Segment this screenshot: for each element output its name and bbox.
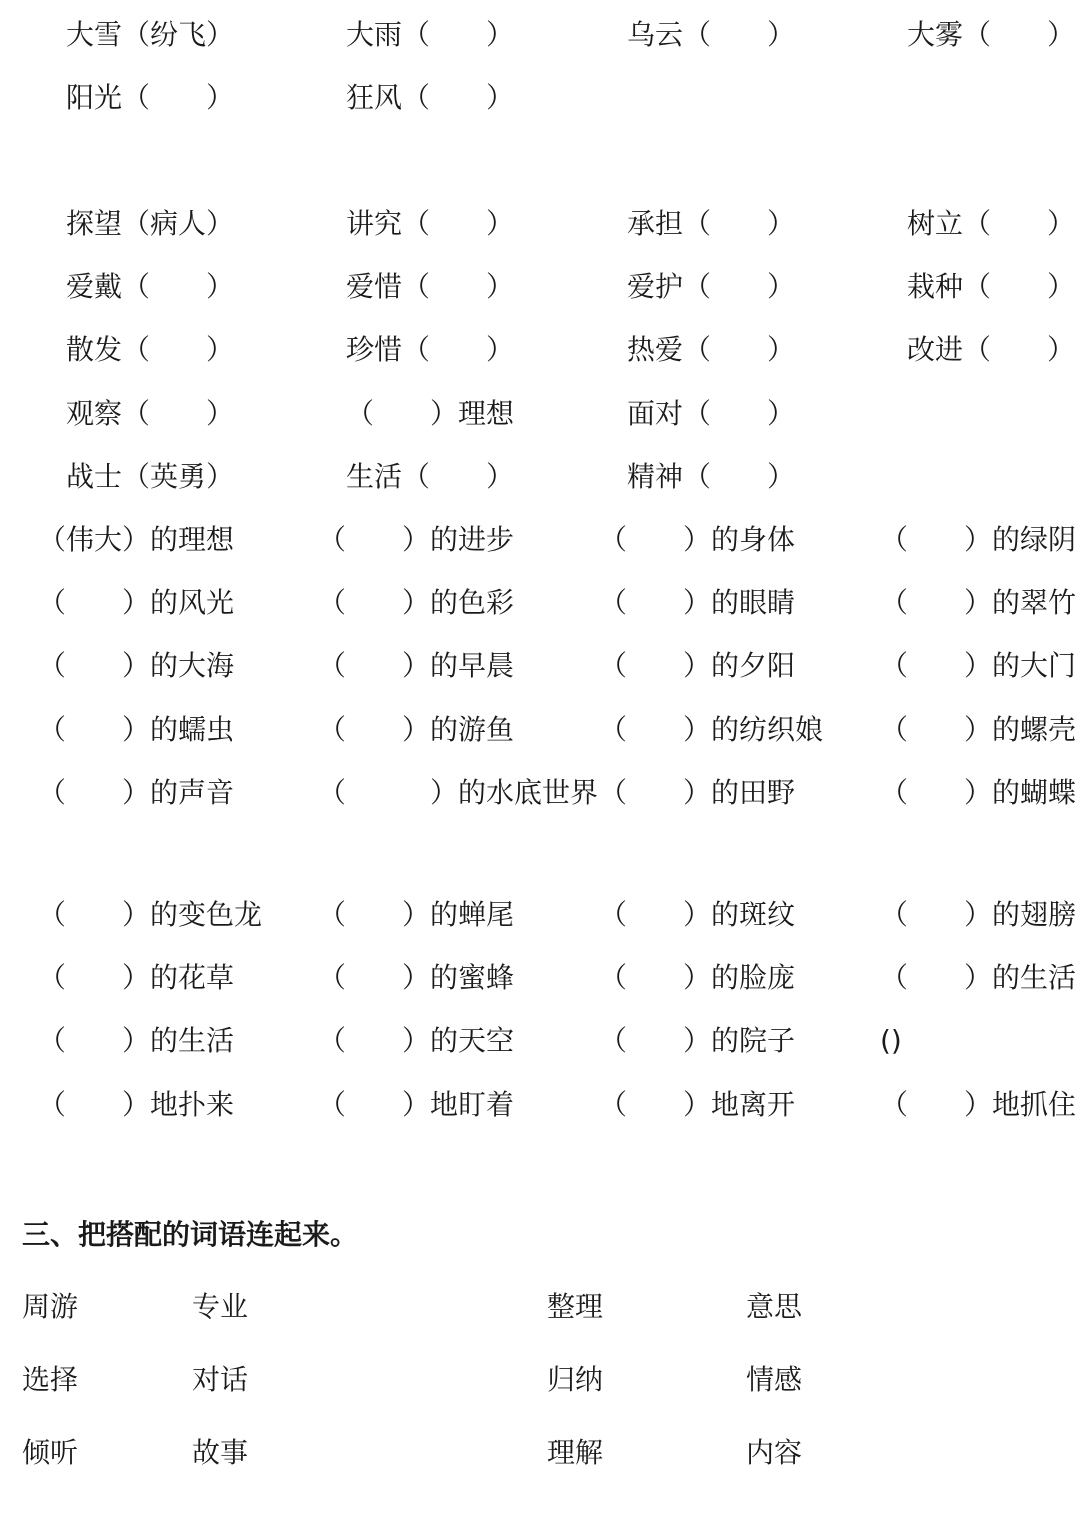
match-word[interactable]: 专业 xyxy=(192,1290,249,1323)
phrase-cell: （ ）的色彩 xyxy=(318,586,515,619)
phrase-cell: 大雾（ ） xyxy=(907,18,1076,51)
phrase-cell: 承担（ ） xyxy=(627,207,796,240)
phrase-cell: 爱护（ ） xyxy=(627,270,796,303)
phrase-cell: （ ）的院子 xyxy=(599,1024,796,1057)
phrase-cell: （ ）理想 xyxy=(346,397,515,430)
phrase-cell: （ ）的蜜蜂 xyxy=(318,961,515,994)
phrase-cell: （ ）的蝴蝶 xyxy=(880,776,1077,809)
phrase-cell: （ ）地离开 xyxy=(599,1088,796,1121)
phrase-cell: 讲究（ ） xyxy=(346,207,515,240)
phrase-cell: （伟大）的理想 xyxy=(38,523,235,556)
phrase-cell: （ ）地抓住 xyxy=(880,1088,1077,1121)
match-word[interactable]: 意思 xyxy=(746,1290,803,1323)
phrase-cell: 战士（英勇） xyxy=(66,460,235,493)
phrase-cell: （ ）的水底世界 xyxy=(318,776,599,809)
phrase-cell: 爱戴（ ） xyxy=(66,270,235,303)
phrase-cell: （ ）的眼睛 xyxy=(599,586,796,619)
phrase-cell: （ ）的游鱼 xyxy=(318,713,515,746)
phrase-cell: 狂风（ ） xyxy=(346,81,515,114)
phrase-cell: （ ）的大门 xyxy=(880,649,1077,682)
phrase-cell: 改进（ ） xyxy=(907,333,1076,366)
phrase-cell: （ ）的变色龙 xyxy=(38,898,263,931)
phrase-cell: 栽种（ ） xyxy=(907,270,1076,303)
phrase-cell: 生活（ ） xyxy=(346,460,515,493)
phrase-cell: （ ）的翠竹 xyxy=(880,586,1077,619)
phrase-cell: 观察（ ） xyxy=(66,397,235,430)
phrase-cell: 散发（ ） xyxy=(66,333,235,366)
phrase-cell: （ ）的花草 xyxy=(38,961,235,994)
phrase-cell: 珍惜（ ） xyxy=(346,333,515,366)
phrase-cell: （ ）的早晨 xyxy=(318,649,515,682)
phrase-cell: （ ）的身体 xyxy=(599,523,796,556)
match-word[interactable]: 理解 xyxy=(547,1436,604,1469)
phrase-cell: （ ）地盯着 xyxy=(318,1088,515,1121)
phrase-cell: （ ）的纺织娘 xyxy=(599,713,824,746)
phrase-cell: （ ）地扑来 xyxy=(38,1088,235,1121)
match-word[interactable]: 对话 xyxy=(192,1363,249,1396)
phrase-cell: （ ）的天空 xyxy=(318,1024,515,1057)
phrase-cell: 树立（ ） xyxy=(907,207,1076,240)
match-word[interactable]: 故事 xyxy=(192,1436,249,1469)
phrase-cell: （ ）的脸庞 xyxy=(599,961,796,994)
phrase-cell: （ ）的进步 xyxy=(318,523,515,556)
match-word[interactable]: 情感 xyxy=(746,1363,803,1396)
phrase-cell: 热爱（ ） xyxy=(627,333,796,366)
match-word[interactable]: 内容 xyxy=(746,1436,803,1469)
match-word[interactable]: 选择 xyxy=(22,1363,79,1396)
phrase-cell: （ ）的翅膀 xyxy=(880,898,1077,931)
phrase-cell: （ ）的生活 xyxy=(38,1024,235,1057)
phrase-cell: （ ）的蠕虫 xyxy=(38,713,235,746)
match-word[interactable]: 归纳 xyxy=(547,1363,604,1396)
phrase-cell: 精神（ ） xyxy=(627,460,796,493)
phrase-cell: （ ）的螺壳 xyxy=(880,713,1077,746)
phrase-cell: 乌云（ ） xyxy=(627,18,796,51)
phrase-cell: （ ）的声音 xyxy=(38,776,235,809)
match-word[interactable]: 周游 xyxy=(22,1290,79,1323)
phrase-cell: 阳光（ ） xyxy=(66,81,235,114)
phrase-cell: 大雪（纷飞） xyxy=(66,18,235,51)
phrase-cell: () xyxy=(880,1024,902,1057)
phrase-cell: 探望（病人） xyxy=(66,207,235,240)
phrase-cell: 大雨（ ） xyxy=(346,18,515,51)
phrase-cell: （ ）的风光 xyxy=(38,586,235,619)
match-word[interactable]: 倾听 xyxy=(22,1436,79,1469)
phrase-cell: （ ）的绿阴 xyxy=(880,523,1077,556)
phrase-cell: （ ）的大海 xyxy=(38,649,235,682)
phrase-cell: 爱惜（ ） xyxy=(346,270,515,303)
section-heading: 三、把搭配的词语连起来。 xyxy=(22,1218,359,1251)
phrase-cell: （ ）的田野 xyxy=(599,776,796,809)
phrase-cell: 面对（ ） xyxy=(627,397,796,430)
phrase-cell: （ ）的生活 xyxy=(880,961,1077,994)
phrase-cell: （ ）的夕阳 xyxy=(599,649,796,682)
phrase-cell: （ ）的斑纹 xyxy=(599,898,796,931)
phrase-cell: （ ）的蝉尾 xyxy=(318,898,515,931)
match-word[interactable]: 整理 xyxy=(547,1290,604,1323)
